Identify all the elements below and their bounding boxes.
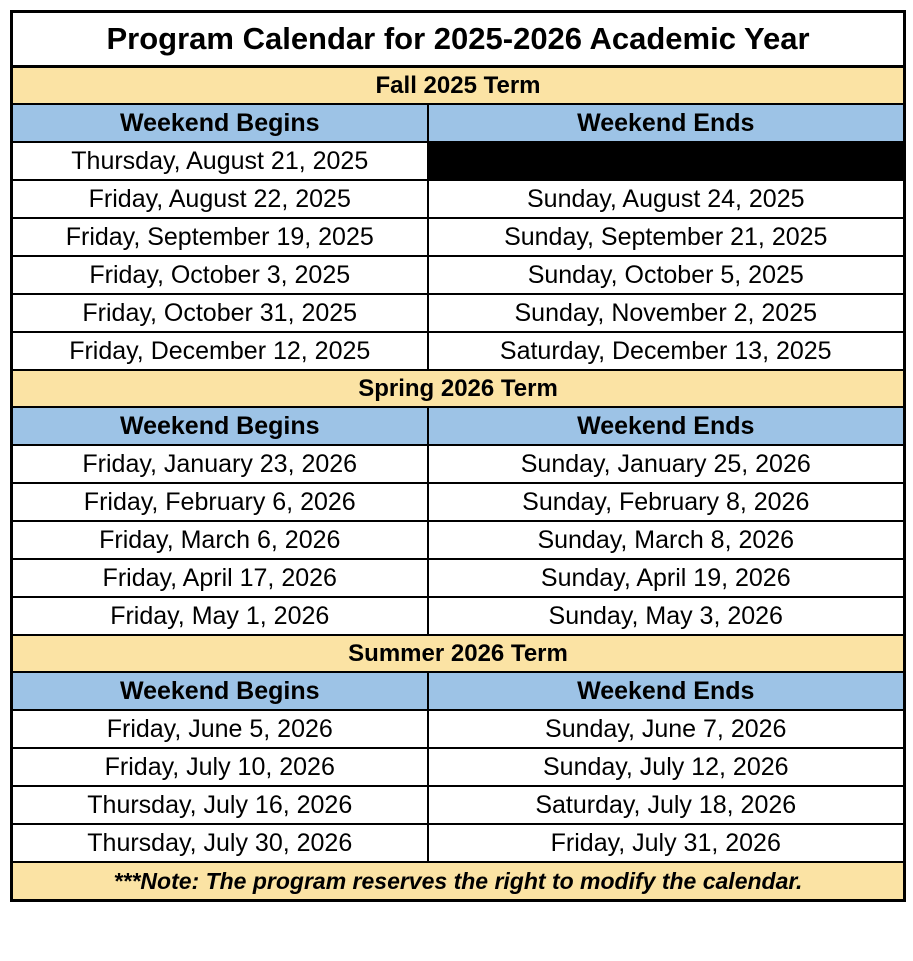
ends-cell: Sunday, September 21, 2025 xyxy=(428,218,905,256)
note-row xyxy=(12,862,905,901)
ends-cell: Sunday, November 2, 2025 xyxy=(428,294,905,332)
header-weekend-ends: Weekend Ends xyxy=(428,407,905,445)
ends-cell: Sunday, March 8, 2026 xyxy=(428,521,905,559)
begins-cell: Friday, October 31, 2025 xyxy=(12,294,428,332)
term-row-spring xyxy=(12,370,905,407)
table-row xyxy=(12,294,905,332)
calendar-title: Program Calendar for 2025-2026 Academic Year xyxy=(12,12,905,67)
begins-cell: Thursday, July 30, 2026 xyxy=(12,824,428,862)
begins-cell: Friday, July 10, 2026 xyxy=(12,748,428,786)
term-row-fall xyxy=(12,67,905,105)
header-weekend-begins: Weekend Begins xyxy=(12,104,428,142)
begins-cell: Friday, January 23, 2026 xyxy=(12,445,428,483)
column-header-row xyxy=(12,672,905,710)
table-row xyxy=(12,332,905,370)
table-row xyxy=(12,142,905,180)
begins-cell: Friday, February 6, 2026 xyxy=(12,483,428,521)
term-name: Summer 2026 Term xyxy=(12,635,905,672)
begins-cell: Friday, October 3, 2025 xyxy=(12,256,428,294)
ends-cell: Saturday, December 13, 2025 xyxy=(428,332,905,370)
begins-cell: Friday, December 12, 2025 xyxy=(12,332,428,370)
program-calendar-table xyxy=(10,10,906,902)
term-name: Spring 2026 Term xyxy=(12,370,905,407)
ends-cell: Saturday, July 18, 2026 xyxy=(428,786,905,824)
ends-cell: Sunday, February 8, 2026 xyxy=(428,483,905,521)
begins-cell: Friday, May 1, 2026 xyxy=(12,597,428,635)
table-row xyxy=(12,597,905,635)
header-weekend-ends: Weekend Ends xyxy=(428,104,905,142)
column-header-row xyxy=(12,104,905,142)
table-row xyxy=(12,748,905,786)
table-row xyxy=(12,180,905,218)
header-weekend-begins: Weekend Begins xyxy=(12,672,428,710)
begins-cell: Thursday, July 16, 2026 xyxy=(12,786,428,824)
ends-cell: Sunday, July 12, 2026 xyxy=(428,748,905,786)
header-weekend-begins: Weekend Begins xyxy=(12,407,428,445)
begins-cell: Friday, March 6, 2026 xyxy=(12,521,428,559)
table-row xyxy=(12,256,905,294)
table-row xyxy=(12,786,905,824)
header-weekend-ends: Weekend Ends xyxy=(428,672,905,710)
table-row xyxy=(12,710,905,748)
begins-cell: Friday, June 5, 2026 xyxy=(12,710,428,748)
column-header-row xyxy=(12,407,905,445)
redacted-ends-cell xyxy=(428,142,905,180)
table-row xyxy=(12,559,905,597)
calendar-note: ***Note: The program reserves the right to modify the calendar. xyxy=(12,862,905,901)
table-row xyxy=(12,483,905,521)
table-row xyxy=(12,521,905,559)
ends-cell: Sunday, May 3, 2026 xyxy=(428,597,905,635)
term-row-summer xyxy=(12,635,905,672)
table-row xyxy=(12,218,905,256)
ends-cell: Sunday, April 19, 2026 xyxy=(428,559,905,597)
term-name: Fall 2025 Term xyxy=(12,67,905,105)
begins-cell: Friday, September 19, 2025 xyxy=(12,218,428,256)
ends-cell: Sunday, August 24, 2025 xyxy=(428,180,905,218)
ends-cell: Sunday, January 25, 2026 xyxy=(428,445,905,483)
ends-cell: Sunday, October 5, 2025 xyxy=(428,256,905,294)
table-row xyxy=(12,824,905,862)
table-row xyxy=(12,445,905,483)
begins-cell: Friday, April 17, 2026 xyxy=(12,559,428,597)
begins-cell: Friday, August 22, 2025 xyxy=(12,180,428,218)
begins-cell: Thursday, August 21, 2025 xyxy=(12,142,428,180)
ends-cell: Sunday, June 7, 2026 xyxy=(428,710,905,748)
title-row xyxy=(12,12,905,67)
ends-cell: Friday, July 31, 2026 xyxy=(428,824,905,862)
